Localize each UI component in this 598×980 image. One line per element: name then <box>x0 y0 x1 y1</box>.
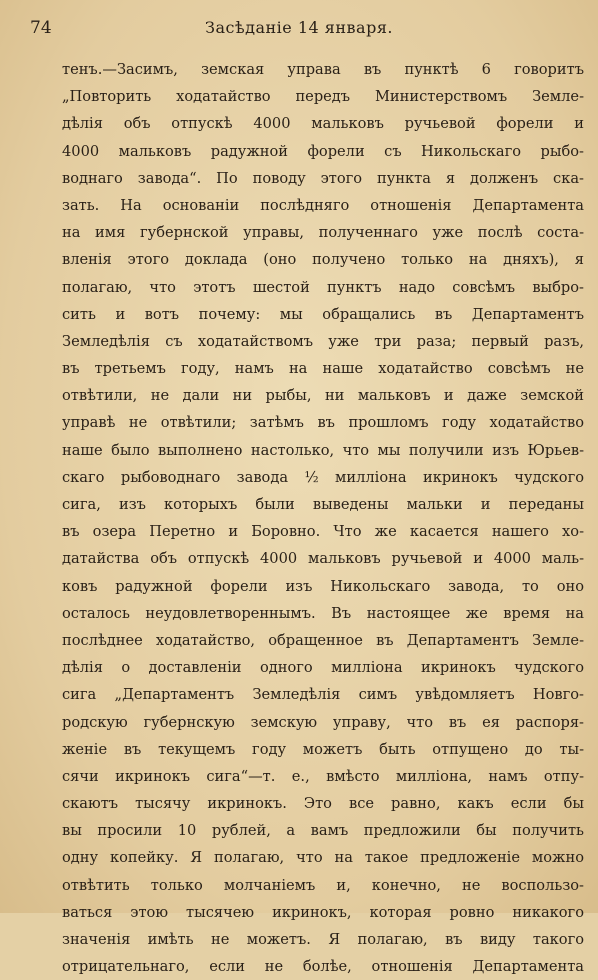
text-line: наше было выполнено настолько, что мы получили изъ Юрьев- <box>62 441 584 459</box>
page-header <box>30 14 568 42</box>
text-line: значенія имѣть не можетъ. Я полагаю, въ виду такого <box>62 931 584 948</box>
running-head: Засѣданіе 14 января. <box>204 18 393 37</box>
text-line: вы просили 10 рублей, а вамъ предложили бы получить <box>62 822 584 840</box>
text-line: отвѣтили, не дали ни рыбы, ни мальковъ и даже земской <box>62 387 584 405</box>
text-line: управѣ не отвѣтили; затѣмъ въ прошломъ году ходатайство <box>62 414 584 432</box>
text-line: датайства объ отпускѣ 4000 мальковъ ручьевой и 4000 маль- <box>62 550 584 568</box>
text-line: сига „Департаментъ Земледѣлія симъ увѣдомляетъ Новго- <box>62 686 584 704</box>
text-line: вленія этого доклада (оно получено только на дняхъ), я <box>62 251 584 269</box>
text-line: въ озера Перетно и Боровно. Что же касается нашего хо- <box>62 523 584 541</box>
page-number: 74 <box>30 18 52 38</box>
text-line: одну копейку. Я полагаю, что на такое предложеніе можно <box>62 849 584 867</box>
text-line: полагаю, что этотъ шестой пунктъ надо совсѣмъ выбро- <box>62 278 584 296</box>
text-line: воднаго завода“. По поводу этого пункта я долженъ ска- <box>62 169 584 187</box>
text-line: „Повторить ходатайство передъ Министерствомъ Земле- <box>62 88 584 106</box>
text-line: Земледѣлія съ ходатайствомъ уже три раза; первый разъ, <box>62 332 584 350</box>
text-line: отвѣтить только молчаніемъ и, конечно, не воспользо- <box>62 876 584 894</box>
text-line: тенъ.—Засимъ, земская управа въ пунктѣ 6 говоритъ <box>62 61 584 78</box>
text-line: сячи икринокъ сига“—т. е., вмѣсто милліона, намъ отпу- <box>62 767 584 785</box>
text-line: дѣлія объ отпускѣ 4000 мальковъ ручьевой форели и <box>62 115 584 133</box>
text-line: послѣднее ходатайство, обращенное въ Департаментъ Земле- <box>62 631 584 649</box>
text-line: родскую губернскую земскую управу, что въ ея распоря- <box>62 713 584 731</box>
text-line: ваться этою тысячею икринокъ, которая ровно никакого <box>62 903 584 921</box>
text-line: дѣлія о доставленіи одного милліона икринокъ чудского <box>62 659 584 677</box>
text-line: скаютъ тысячу икринокъ. Это все равно, какъ если бы <box>62 795 584 813</box>
text-line: на имя губернской управы, полученнаго уже послѣ соста- <box>62 224 584 242</box>
text-line: скаго рыбоводнаго завода ½ милліона икринокъ чудского <box>62 468 584 486</box>
body-text <box>62 56 584 980</box>
text-line: ковъ радужной форели изъ Никольскаго завода, то оно <box>62 577 584 595</box>
text-line: осталось неудовлетвореннымъ. Въ настоящее же время на <box>62 604 584 622</box>
text-line: зать. На основаніи послѣдняго отношенія Департамента <box>62 196 584 214</box>
text-line: сить и вотъ почему: мы обращались въ Департаментъ <box>62 305 584 323</box>
text-line: женіе въ текущемъ году можетъ быть отпущено до ты- <box>62 740 584 758</box>
text-line: въ третьемъ году, намъ на наше ходатайство совсѣмъ не <box>62 360 584 378</box>
text-line: сига, изъ которыхъ были выведены мальки и переданы <box>62 496 584 513</box>
text-line: 4000 мальковъ радужной форели съ Никольскаго рыбо- <box>62 142 584 160</box>
text-line: отрицательнаго, если не болѣе, отношенія Департамента <box>62 958 584 976</box>
